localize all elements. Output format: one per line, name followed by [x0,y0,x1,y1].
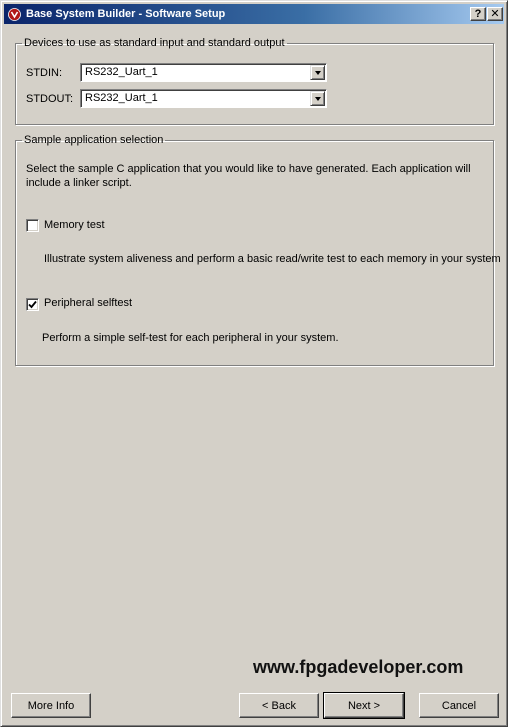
stdin-select[interactable] [80,63,327,82]
window-title: Base System Builder - Software Setup [26,8,226,20]
memory-test-checkbox[interactable] [26,219,39,232]
peripheral-selftest-label[interactable]: Peripheral selftest [44,297,133,309]
sample-group-legend: Sample application selection [24,134,164,146]
stdout-value: RS232_Uart_1 [85,92,158,104]
next-button[interactable]: Next > [324,693,404,718]
cancel-button[interactable]: Cancel [419,693,499,718]
back-button[interactable]: < Back [239,693,319,718]
app-logo-icon [7,7,21,21]
chevron-down-icon[interactable] [310,91,325,106]
title-bar [4,4,504,24]
chevron-down-icon[interactable] [310,65,325,80]
sample-intro-line1: Select the sample C application that you would like to have generated. Each application will [26,163,471,175]
more-info-button[interactable]: More Info [11,693,91,718]
help-button[interactable]: ? [470,7,486,21]
peripheral-selftest-checkbox[interactable] [26,298,39,311]
memory-test-description: Illustrate system aliveness and perform a basic read/write test to each memory in your system [44,253,501,265]
checkmark-icon [28,300,37,309]
peripheral-selftest-description: Perform a simple self-test for each peripheral in your system. [42,332,339,344]
close-button[interactable]: ✕ [487,7,503,21]
stdout-label: STDOUT: [26,93,74,105]
stdout-select[interactable] [80,89,327,108]
devices-group-legend: Devices to use as standard input and standard output [24,37,285,49]
watermark-text: www.fpgadeveloper.com [253,657,464,677]
memory-test-label[interactable]: Memory test [44,219,105,231]
stdin-label: STDIN: [26,67,63,79]
sample-intro-line2: include a linker script. [26,177,132,189]
stdin-value: RS232_Uart_1 [85,66,158,78]
